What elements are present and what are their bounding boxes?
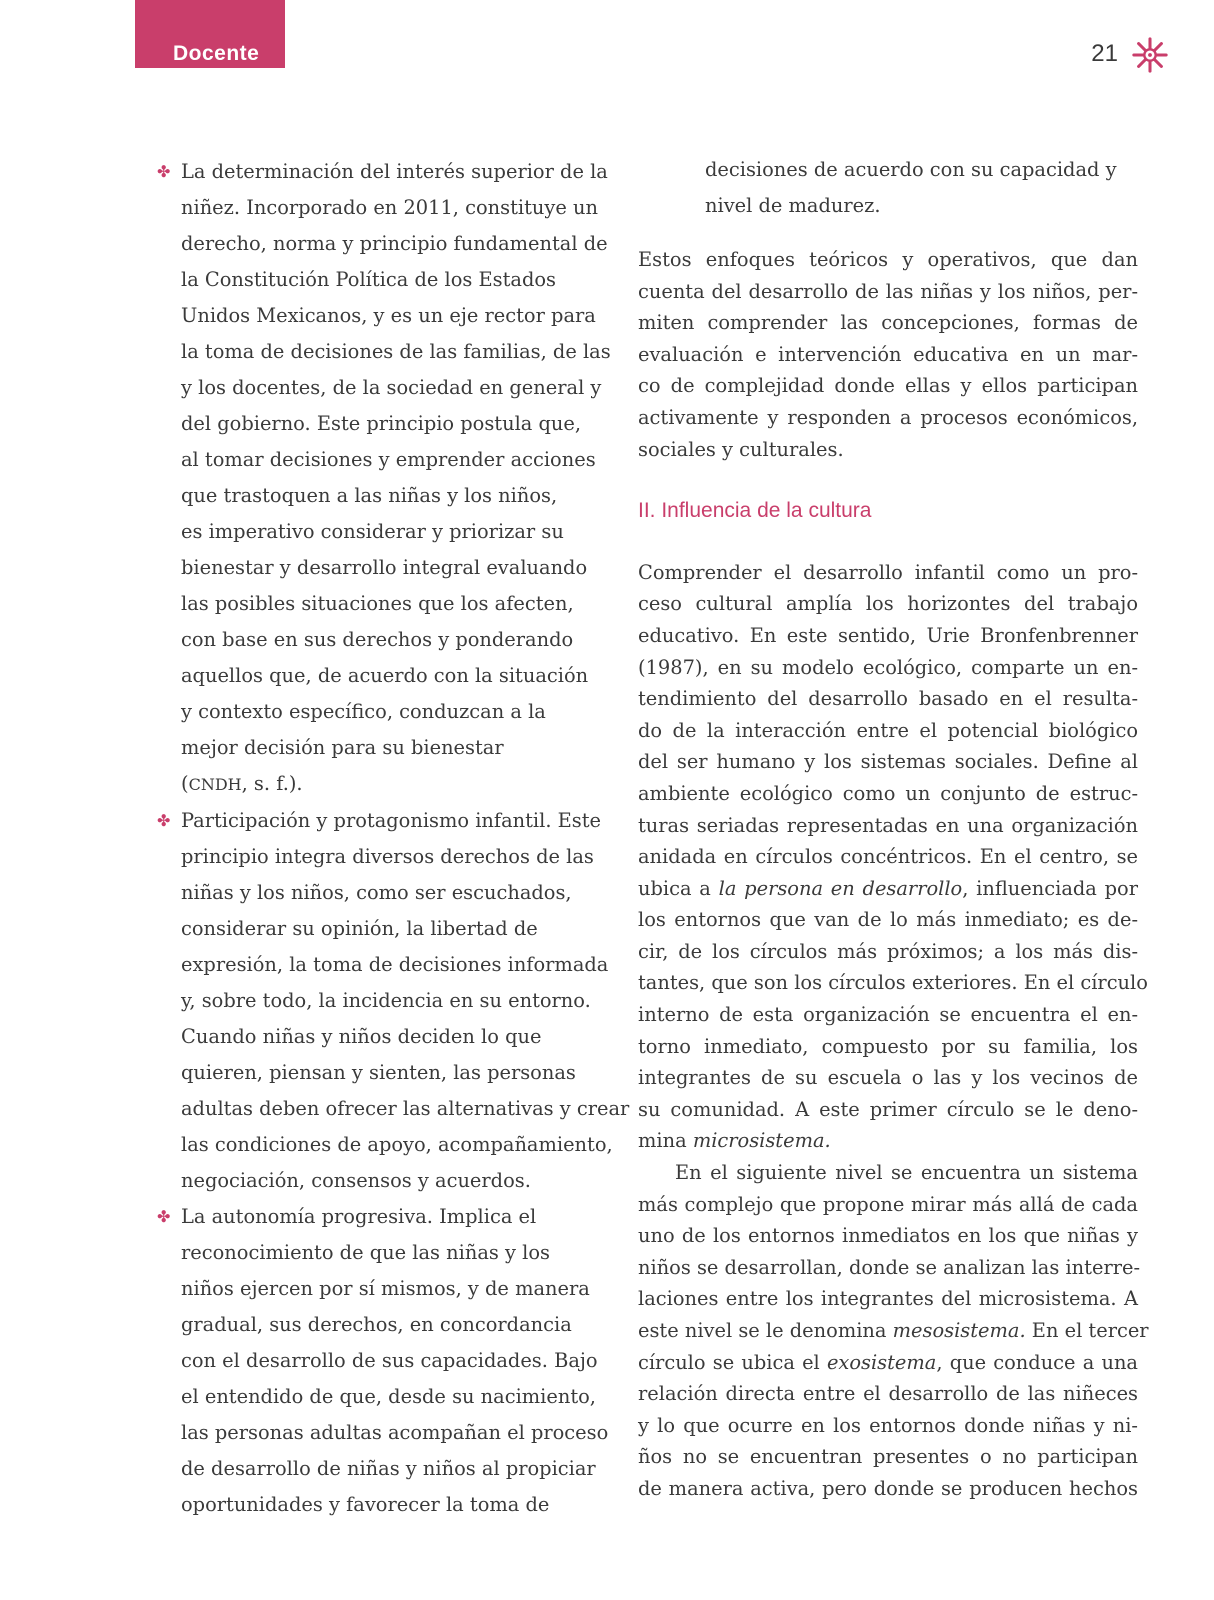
text-line: adultas deben ofrecer las alternativas y crear — [181, 1097, 630, 1120]
emphasis-text: exosistema — [826, 1350, 937, 1374]
text-line: las personas adultas acompañan el proceso — [181, 1421, 609, 1444]
text-run: este nivel se le denomina — [638, 1319, 893, 1342]
text-line: Estos enfoques teóricos y operativos, que dan — [638, 248, 1138, 271]
text-line: decisiones de acuerdo con su capacidad y — [705, 158, 1117, 181]
bullet-item — [157, 154, 617, 803]
text-line: expresión, la toma de decisiones informada — [181, 953, 609, 976]
text-line: Cuando niñas y niños deciden lo que — [181, 1025, 542, 1048]
text-run: En el tercer — [1025, 1319, 1149, 1342]
paragraph — [638, 557, 1148, 1157]
text-line: tendimiento del desarrollo basado en el resulta- — [638, 687, 1138, 711]
text-line: del ser humano y los sistemas sociales. Define al — [638, 750, 1138, 774]
text-line: turas seriadas representadas en una organización — [638, 813, 1138, 837]
text-line: miten comprender las concepciones, formas de — [638, 311, 1138, 335]
text-line: (CNDH, s. f.). — [181, 772, 303, 795]
paragraph-lines — [638, 557, 1138, 873]
text-line: quieren, piensan y sienten, las personas — [181, 1061, 576, 1084]
text-run: , que conduce a una — [936, 1350, 1138, 1374]
text-line: las posibles situaciones que los afecten, — [181, 592, 574, 615]
text-line: uno de los entornos inmediatos en los que niñas y — [638, 1224, 1138, 1248]
bullet-marker-icon: ✤ — [157, 1207, 171, 1226]
paragraph-line — [638, 1315, 1149, 1347]
text-line: y, sobre todo, la incidencia en su entorno. — [181, 989, 591, 1012]
text-line: integrantes de su escuela o las y los vecinos de — [638, 1066, 1138, 1090]
text-line: cir, de los círculos más próximos; a los más dis- — [638, 939, 1138, 963]
section-heading: II. Influencia de la cultura — [638, 499, 872, 523]
text-line: negociación, consensos y acuerdos. — [181, 1169, 531, 1192]
text-line: Unidos Mexicanos, y es un eje rector para — [181, 304, 596, 327]
page-number: 21 — [1091, 40, 1118, 67]
bullet-marker-icon: ✤ — [157, 162, 171, 181]
text-line: co de complejidad donde ellas y ellos participan — [638, 374, 1138, 398]
text-line: más complejo que propone mirar más allá de cada — [638, 1192, 1138, 1216]
text-line: con base en sus derechos y ponderando — [181, 628, 574, 651]
text-line: las condiciones de apoyo, acompañamiento, — [181, 1133, 613, 1156]
text-line: niñez. Incorporado en 2011, constituye un — [181, 196, 598, 219]
text-run: ubica a — [638, 876, 719, 900]
text-line: nivel de madurez. — [705, 194, 881, 217]
text-line: activamente y responden a procesos económicos, — [638, 405, 1138, 429]
text-line: oportunidades y favorecer la toma de — [181, 1493, 550, 1516]
emphasis-text: la persona en desarrollo — [718, 876, 963, 900]
text-line: La autonomía progresiva. Implica el — [181, 1205, 537, 1228]
text-line: y los docentes, de la sociedad en general y — [181, 376, 602, 399]
paragraph-line — [638, 873, 1138, 905]
text-line: que trastoquen a las niñas y los niños, — [181, 484, 558, 507]
text-line: la Constitución Política de los Estados — [181, 268, 556, 291]
paragraph-line — [638, 1347, 1138, 1379]
text-line: anidada en círculos concéntricos. En el centro, se — [638, 845, 1138, 869]
text-line: niños se desarrollan, donde se analizan las interre- — [638, 1255, 1141, 1279]
text-line: niñas y los niños, como ser escuchados, — [181, 881, 572, 904]
text-run: círculo se ubica el — [638, 1350, 827, 1374]
paragraph-lines — [638, 1378, 1138, 1504]
text-line: do de la interacción entre el potencial biológico — [638, 718, 1138, 742]
text-line: En el siguiente nivel se encuentra un sistema — [675, 1161, 1138, 1185]
text-line: de manera activa, pero donde se producen hechos — [638, 1476, 1138, 1500]
right-column — [638, 152, 1149, 1505]
text-line: evaluación e intervención educativa en un mar- — [638, 342, 1138, 366]
bullet-item — [157, 1199, 617, 1523]
text-line: ceso cultural amplía los horizontes del trabajo — [638, 592, 1138, 616]
text-line: y lo que ocurre en los entornos donde niñas y ni- — [638, 1413, 1138, 1437]
paragraph — [638, 244, 1138, 465]
flower-asterisk-icon — [1131, 36, 1169, 74]
text-line: sociales y culturales. — [638, 437, 844, 461]
text-line: laciones entre los integrantes del microsistema. A — [638, 1287, 1138, 1311]
text-line: relación directa entre el desarrollo de las niñeces — [638, 1382, 1138, 1406]
text-run: mina — [638, 1129, 693, 1153]
left-column — [157, 154, 630, 1523]
bullet-marker-icon: ✤ — [157, 811, 171, 830]
paragraph-lines — [638, 1157, 1141, 1315]
text-line: principio integra diversos derechos de las — [181, 845, 594, 868]
text-line: torno inmediato, compuesto por su familia, los — [638, 1034, 1138, 1058]
emphasis-text: microsistema. — [692, 1129, 831, 1153]
bullet-item — [157, 803, 630, 1199]
text-line: ambiente ecológico como un conjunto de estruc- — [638, 781, 1138, 805]
text-line: gradual, sus derechos, en concordancia — [181, 1313, 572, 1336]
text-line: al tomar decisiones y emprender acciones — [181, 448, 596, 471]
section-tab — [135, 0, 285, 68]
text-line: ños no se encuentran presentes o no participan — [638, 1445, 1138, 1469]
text-line: (1987), en su modelo ecológico, comparte un en- — [638, 655, 1138, 679]
bullet-lines — [181, 154, 617, 803]
bullet-lines — [181, 1199, 617, 1523]
text-line: y contexto específico, conduzcan a la — [181, 700, 546, 723]
text-line: aquellos que, de acuerdo con la situación — [181, 664, 589, 687]
text-line: reconocimiento de que las niñas y los — [181, 1241, 550, 1264]
continuation-text — [638, 152, 1138, 224]
text-line: Participación y protagonismo infantil. Este — [181, 809, 602, 832]
text-line: de desarrollo de niñas y niños al propiciar — [181, 1457, 596, 1480]
text-line: con el desarrollo de sus capacidades. Bajo — [181, 1349, 598, 1372]
text-line: del gobierno. Este principio postula que, — [181, 412, 582, 435]
text-line: Comprender el desarrollo infantil como un pro- — [638, 560, 1138, 584]
text-line: mejor decisión para su bienestar — [181, 736, 504, 759]
text-line: educativo. En este sentido, Urie Bronfenbrenner — [638, 623, 1138, 647]
text-line: La determinación del interés superior de la — [181, 160, 608, 183]
text-line: considerar su opinión, la libertad de — [181, 917, 538, 940]
bullet-lines — [181, 803, 630, 1199]
paragraph — [638, 1157, 1149, 1505]
text-line: interno de esta organización se encuentra el en- — [638, 1003, 1138, 1027]
text-line: cuenta del desarrollo de las niñas y los niños, per- — [638, 279, 1138, 303]
text-line: bienestar y desarrollo integral evaluando — [181, 556, 588, 579]
text-line: los entornos que van de lo más inmediato; es de- — [638, 908, 1138, 932]
text-run: , influenciada por — [962, 876, 1138, 900]
text-line: la toma de decisiones de las familias, de las — [181, 340, 611, 363]
text-line: su comunidad. A este primer círculo se le deno- — [638, 1097, 1138, 1121]
section-label: Docente — [173, 42, 260, 65]
paragraph-lines — [638, 904, 1148, 1125]
emphasis-text: mesosistema. — [892, 1319, 1026, 1342]
text-line: tantes, que son los círculos exteriores. En el círculo — [638, 971, 1148, 995]
text-line: niños ejercen por sí mismos, y de manera — [181, 1277, 590, 1300]
text-line: derecho, norma y principio fundamental de — [181, 232, 608, 255]
paragraph-line — [638, 1125, 1138, 1157]
text-line: el entendido de que, desde su nacimiento, — [181, 1385, 596, 1408]
text-line: es imperativo considerar y priorizar su — [181, 520, 564, 543]
